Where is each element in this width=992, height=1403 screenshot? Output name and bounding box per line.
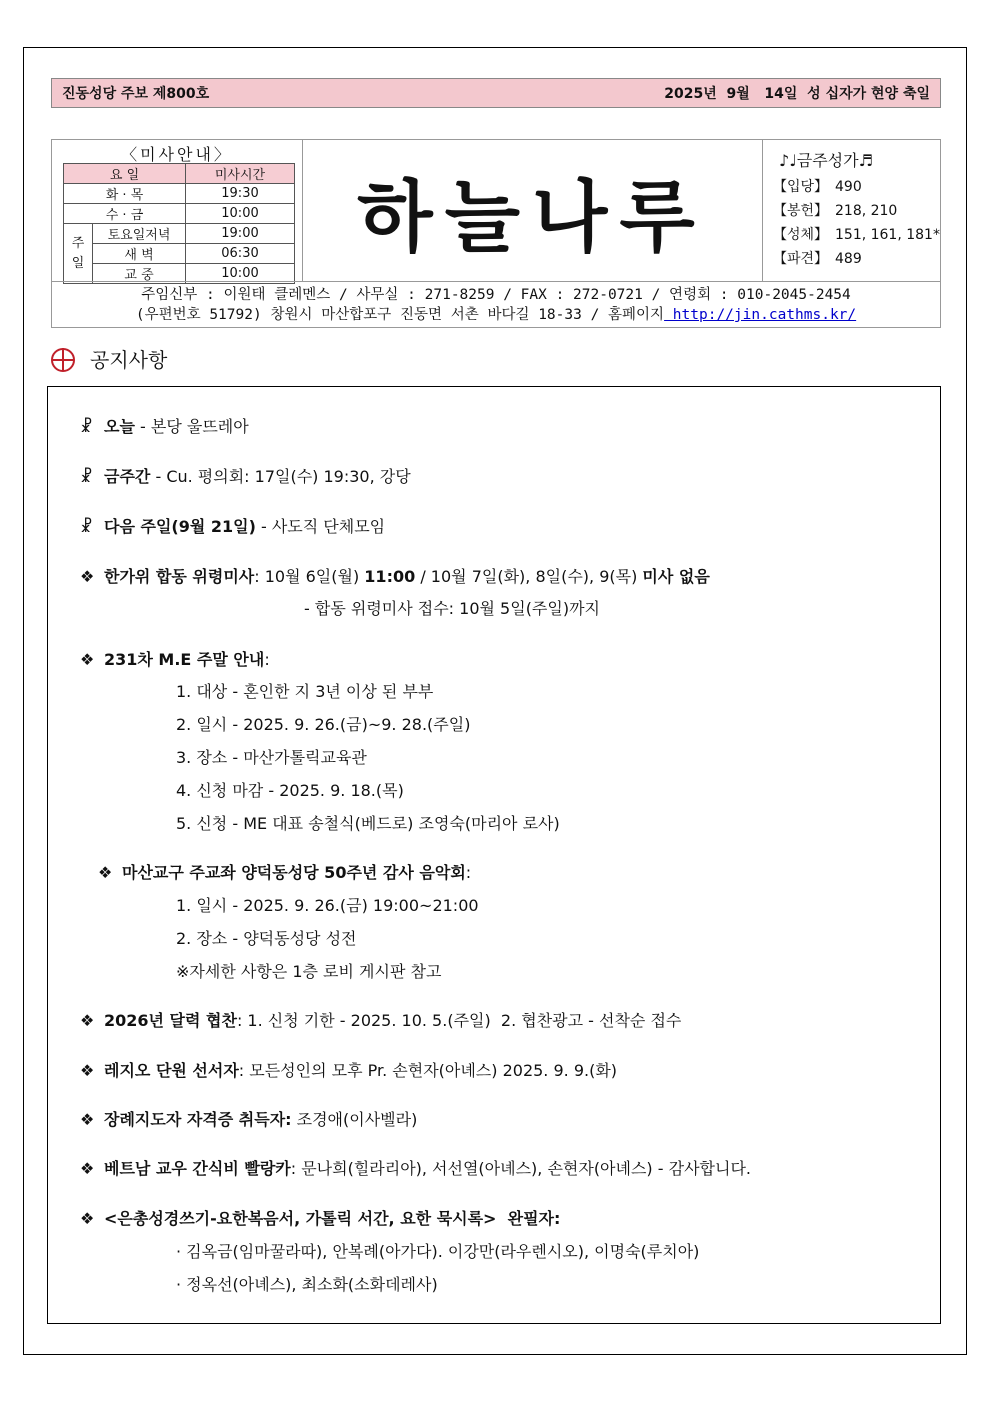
sunday-label — [64, 224, 93, 284]
notice-item — [98, 860, 471, 883]
notice-item — [80, 1156, 751, 1179]
notice-text: : 1. 신청 기한 - 2025. 10. 5.(주일) 2. 협찬광고 - 선착순 접수 — [236, 1011, 682, 1030]
notice-title: 공지사항 — [90, 348, 168, 372]
diamond-icon: ❖ — [80, 1110, 95, 1129]
hymn-row — [773, 199, 940, 223]
time-cell: 10:00 — [186, 204, 295, 224]
diamond-icon: ❖ — [80, 567, 95, 586]
notice-subline: 1. 대상 - 혼인한 지 3년 이상 된 부부 — [176, 682, 434, 701]
hymn-number: 218, 210 — [835, 203, 898, 219]
chi-rho-icon: ☧ — [80, 417, 93, 436]
col-day: 요 일 — [64, 164, 186, 184]
notice-label: 한가위 합동 위령미사 — [104, 567, 255, 586]
notice-text: - 사도직 단체모임 — [255, 517, 386, 536]
notice-emphasis: 미사 없음 — [642, 567, 710, 586]
bulletin-issue: 진동성당 주보 제800호 — [62, 86, 210, 102]
notice-subline: - 합동 위령미사 접수: 10월 5일(주일)까지 — [304, 599, 601, 618]
bulletin-header-bar — [51, 78, 941, 108]
notice-text: : 문나희(힐라리아), 서선열(아녜스), 손현자(아녜스) - 감사합니다. — [290, 1159, 751, 1178]
mass-schedule-table — [63, 163, 295, 284]
hymn-number: 489 — [835, 251, 862, 267]
notice-item — [80, 1008, 681, 1031]
notice-label: 오늘 — [104, 417, 135, 436]
hymn-label: 【입당】 — [773, 179, 829, 195]
notice-item — [80, 1058, 617, 1081]
hymns-title: ♪♩금주성가♬ — [779, 151, 873, 170]
diamond-icon: ❖ — [80, 1209, 95, 1228]
hymn-row — [773, 175, 940, 199]
notice-item — [80, 1206, 560, 1229]
homepage-link[interactable]: http://jin.cathms.kr/ — [664, 307, 857, 323]
masthead — [51, 139, 941, 328]
notice-text: 조경애(이사벨라) — [291, 1110, 418, 1129]
notice-label: 베트남 교우 간식비 빨랑카 — [104, 1159, 291, 1178]
notice-label: <은총성경쓰기-요한복음서, 가톨릭 서간, 요한 묵시록> 완필자: — [104, 1209, 561, 1228]
notice-text: - Cu. 평의회: 17일(수) 19:30, 강당 — [150, 467, 411, 486]
time-cell: 10:00 — [186, 264, 295, 284]
notice-text: : 모든성인의 모후 Pr. 손현자(아녜스) 2025. 9. 9.(화) — [238, 1061, 618, 1080]
notice-label: 금주간 — [104, 467, 151, 486]
notice-item — [80, 464, 411, 487]
notice-subline: 4. 신청 마감 - 2025. 9. 18.(목) — [176, 781, 404, 800]
notice-item — [80, 1107, 417, 1130]
notice-item — [80, 564, 710, 587]
notice-item — [80, 414, 249, 437]
notice-text: / 10월 7일(화), 8일(수), 9(목) — [415, 567, 643, 586]
notice-item — [80, 514, 385, 537]
chi-rho-icon: ☧ — [80, 517, 93, 536]
notice-text: - 본당 울뜨레아 — [134, 417, 249, 436]
notice-text: : — [465, 863, 472, 882]
notice-subline: · 김옥금(임마꿀라따), 안복례(아가다). 이강만(라우렌시오), 이명숙(루치아) — [176, 1242, 700, 1261]
address: (우편번호 51792) 창원시 마산합포구 진동면 서촌 바다길 18-33 / 홈페이지 — [135, 307, 665, 323]
notice-label: 다음 주일(9월 21일) — [104, 517, 256, 536]
diamond-icon: ❖ — [80, 650, 95, 669]
day-cell: 화 · 목 — [64, 184, 186, 204]
cross-circle-icon — [50, 346, 76, 372]
day-cell: 수 · 금 — [64, 204, 186, 224]
sunday-label-text: 주일 — [71, 235, 85, 271]
notice-text: : — [264, 650, 270, 669]
hymn-row — [773, 247, 940, 271]
hymn-label: 【성체】 — [773, 227, 829, 243]
notice-label: 2026년 달력 협찬 — [104, 1011, 237, 1030]
diamond-icon: ❖ — [98, 863, 113, 882]
notice-label: 마산교구 주교좌 양덕동성당 50주년 감사 음악회 — [122, 863, 466, 882]
bulletin-date: 2025년 9월 14일 성 십자가 현양 축일 — [664, 86, 930, 102]
notice-subline: ※자세한 사항은 1층 로비 게시판 참고 — [176, 962, 442, 981]
day-cell: 새 벽 — [93, 244, 186, 264]
time-cell: 06:30 — [186, 244, 295, 264]
time-cell: 19:30 — [186, 184, 295, 204]
notice-subline: · 정옥선(아녜스), 최소화(소화데레사) — [176, 1275, 438, 1294]
col-time: 미사시간 — [186, 164, 295, 184]
hymns-panel — [763, 140, 940, 281]
diamond-icon: ❖ — [80, 1061, 95, 1080]
contact-info — [52, 281, 940, 327]
hymn-number: 151, 161, 181* — [835, 227, 940, 243]
hymn-row — [773, 223, 940, 247]
hymn-number: 490 — [835, 179, 862, 195]
notice-subline: 5. 신청 - ME 대표 송철식(베드로) 조영숙(마리아 로사) — [176, 814, 560, 833]
bulletin-title: 하늘나루 — [357, 172, 707, 263]
notice-label: 장례지도자 자격증 취득자: — [104, 1110, 292, 1129]
day-cell: 토요일저녁 — [93, 224, 186, 244]
notice-item — [80, 647, 270, 670]
notice-text: : 10월 6일(월) — [254, 567, 365, 586]
hymn-label: 【파견】 — [773, 251, 829, 267]
mass-schedule — [52, 140, 303, 281]
bulletin-title-panel — [302, 140, 763, 281]
notice-subline: 2. 일시 - 2025. 9. 26.(금)~9. 28.(주일) — [176, 715, 471, 734]
notice-list — [47, 386, 941, 1324]
time-cell: 19:00 — [186, 224, 295, 244]
hymn-label: 【봉헌】 — [773, 203, 829, 219]
contact-line-2 — [52, 305, 940, 325]
notice-label: 레지오 단원 선서자 — [104, 1061, 239, 1080]
notice-subline: 2. 장소 - 양덕동성당 성전 — [176, 929, 357, 948]
mass-schedule-title: 〈미사안내〉 — [121, 145, 233, 164]
diamond-icon: ❖ — [80, 1011, 95, 1030]
notice-time: 11:00 — [364, 567, 416, 586]
day-cell: 교 중 — [93, 264, 186, 284]
diamond-icon: ❖ — [80, 1159, 95, 1178]
contact-line-1: 주임신부 : 이원태 클레멘스 / 사무실 : 271-8259 / FAX : 272-0721 / 연령회 : 010-2045-2454 — [141, 287, 851, 303]
notice-label: 231차 M.E 주말 안내 — [104, 650, 265, 669]
notice-subline: 3. 장소 - 마산가톨릭교육관 — [176, 748, 367, 767]
chi-rho-icon: ☧ — [80, 467, 93, 486]
notice-subline: 1. 일시 - 2025. 9. 26.(금) 19:00~21:00 — [176, 896, 479, 915]
notice-heading — [50, 344, 167, 373]
